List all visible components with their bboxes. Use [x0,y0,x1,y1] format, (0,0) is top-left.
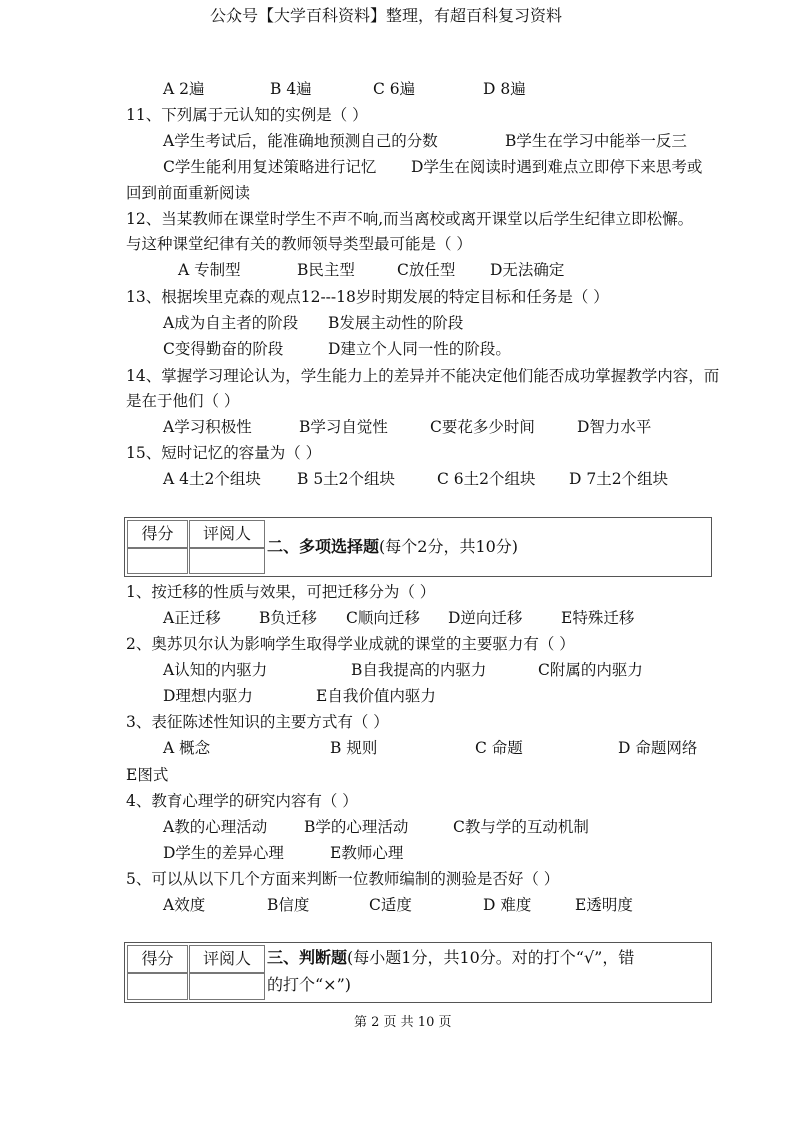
m2-stem: 2、奥苏贝尔认为影响学生取得学业成就的课堂的主要驱力有（ ） [126,635,575,653]
m1-option-d: D逆向迁移 [448,609,523,627]
section2-reviewer-label: 评阅人 [189,520,265,548]
m3-options [0,737,789,759]
q12-option-a: A 专制型 [178,261,241,279]
q14-option-a: A学习积极性 [163,418,252,436]
q10-option-b: B 4遍 [270,80,312,98]
q12-stem: 12、当某教师在课堂时学生不声不响,而当离校或离开课堂以后学生纪律立即松懈。 [126,210,694,228]
section3-score-label: 得分 [127,945,188,973]
m3-option-e: E图式 [126,766,169,784]
m3-option-a: A 概念 [163,739,211,757]
q12-stem-cont: 与这种课堂纪律有关的教师领导类型最可能是（ ） [126,235,472,253]
q12-option-c: C放任型 [397,261,456,279]
q14-option-c: C要花多少时间 [430,418,535,436]
m2-option-d: D理想内驱力 [163,687,253,705]
q14-stem: 14、掌握学习理论认为，学生能力上的差异并不能决定他们能否成功掌握教学内容，而 [126,367,720,385]
section3-note: (每小题1分，共10分。对的打个“√”，错 [347,948,635,967]
section3-note-cont: 的打个“×”) [267,975,352,994]
m3-option-c: C 命题 [475,739,523,757]
q14-option-d: D智力水平 [577,418,652,436]
section2-reviewer-cell[interactable] [189,548,265,574]
m4-option-b: B学的心理活动 [304,818,409,836]
q10-option-d: D 8遍 [483,80,526,98]
m3-option-b: B 规则 [330,739,378,757]
m1-stem: 1、按迁移的性质与效果，可把迁移分为（ ） [126,583,436,601]
q10-options [0,78,789,100]
section2-score-label: 得分 [127,520,188,548]
m5-option-b: B信度 [267,896,310,914]
m2-option-b: B自我提高的内驱力 [351,661,487,679]
m5-option-c: C适度 [369,896,412,914]
q11-option-a: A学生考试后，能准确地预测自己的分数 [163,132,438,150]
q13-option-b: B发展主动性的阶段 [328,314,464,332]
m2-option-a: A认知的内驱力 [163,661,268,679]
q15-options [0,468,789,490]
q11-stem: 11、下列属于元认知的实例是（ ） [126,106,368,124]
q13-option-a: A成为自主者的阶段 [163,314,299,332]
m1-option-a: A正迁移 [163,609,221,627]
q14-options [0,416,789,438]
section3-heading [267,945,634,971]
m5-options [0,894,789,916]
q10-option-c: C 6遍 [373,80,416,98]
q11-option-d: D学生在阅读时遇到难点立即停下来思考或 [411,158,703,176]
q15-option-d: D 7土2个组块 [569,470,669,488]
m3-option-d: D 命题网络 [618,739,698,757]
q13-stem: 13、根据埃里克森的观点12---18岁时期发展的特定目标和任务是（ ） [126,288,609,306]
m1-option-b: B负迁移 [259,609,317,627]
q15-option-a: A 4土2个组块 [163,470,261,488]
page-header: 公众号【大学百科资料】整理，有超百科复习资料 [210,6,563,25]
m1-option-c: C顺向迁移 [346,609,420,627]
section2-heading [267,534,518,560]
m5-option-d: D 难度 [483,896,532,914]
q11-option-b: B学生在学习中能举一反三 [505,132,687,150]
section3-score-cell[interactable] [127,973,188,1000]
m1-option-e: E特殊迁移 [561,609,635,627]
m2-option-e: E自我价值内驱力 [316,687,436,705]
section2-note: (每个2分，共10分) [379,537,519,556]
section3-reviewer-cell[interactable] [189,973,265,1000]
section2-score-cell[interactable] [127,548,188,574]
q15-option-b: B 5土2个组块 [297,470,396,488]
m5-option-e: E透明度 [575,896,633,914]
m5-stem: 5、可以从以下几个方面来判断一位教师编制的测验是否好（ ） [126,870,560,888]
q14-option-b: B学习自觉性 [299,418,388,436]
q12-options [0,259,789,281]
q13-option-d: D建立个人同一性的阶段。 [328,340,511,358]
m1-options [0,607,789,629]
section3-reviewer-label: 评阅人 [189,945,265,973]
q10-option-a: A 2遍 [163,80,205,98]
m2-options-row2 [0,685,789,707]
q12-option-b: B民主型 [297,261,355,279]
q15-stem: 15、短时记忆的容量为（ ） [126,444,322,462]
q14-stem-cont: 是在于他们（ ） [126,392,240,410]
q12-option-d: D无法确定 [490,261,565,279]
m2-option-c: C附属的内驱力 [538,661,643,679]
q11-option-d-cont: 回到前面重新阅读 [126,184,251,202]
section2-title: 二、多项选择题 [267,537,380,556]
section3-title: 三、判断题 [267,948,348,967]
m5-option-a: A效度 [163,896,206,914]
m2-options-row1 [0,659,789,681]
m3-stem: 3、表征陈述性知识的主要方式有（ ） [126,713,389,731]
page-footer: 第 2 页 共 10 页 [354,1015,452,1030]
m4-stem: 4、教育心理学的研究内容有（ ） [126,792,358,810]
m4-option-a: A教的心理活动 [163,818,268,836]
m4-options-row2 [0,842,789,864]
q15-option-c: C 6土2个组块 [437,470,536,488]
m4-option-e: E教师心理 [330,844,404,862]
m4-option-d: D学生的差异心理 [163,844,284,862]
q11-option-c: C学生能利用复述策略进行记忆 [163,158,377,176]
q13-option-c: C变得勤奋的阶段 [163,340,284,358]
m4-options-row1 [0,816,789,838]
m4-option-c: C教与学的互动机制 [453,818,589,836]
